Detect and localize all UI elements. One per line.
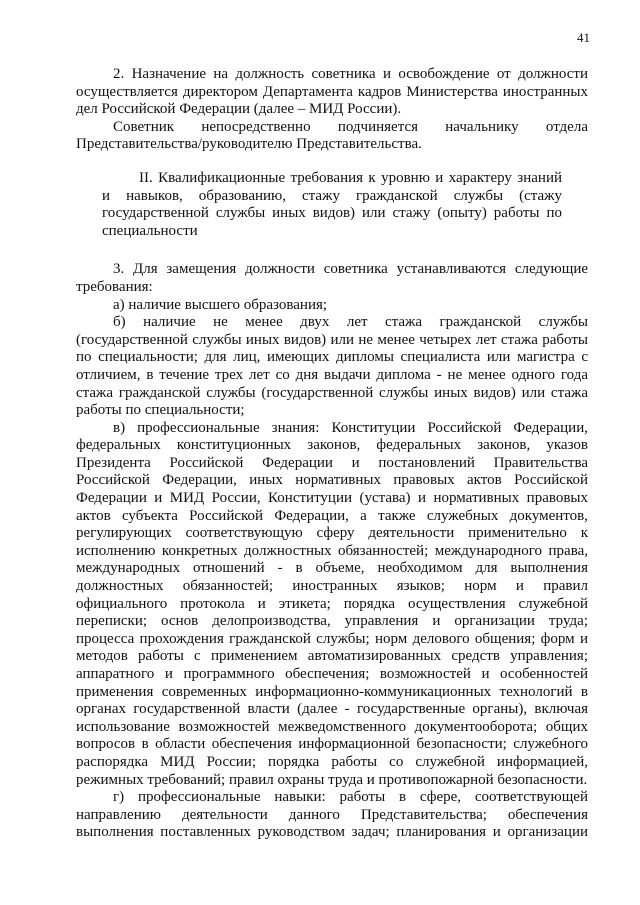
item-g: г) профессиональные навыки: работы в сфере, соответствующей направлению деятельности данного Представительства; обеспечения выполнения поставленных руководством задач; планирования и организации	[76, 789, 588, 841]
paragraph-subordination: Советник непосредственно подчиняется начальнику отдела Представительства/руководителю Представительства.	[76, 118, 588, 153]
document-body	[76, 66, 588, 842]
section-heading: II. Квалификационные требования к уровню и характеру знаний и навыков, образованию, стажу гражданской службы (стажу государственной службы иных видов) или стажу (опыту) работы по специальности	[102, 169, 562, 239]
item-a: а) наличие высшего образования;	[113, 296, 328, 313]
item-b: б) наличие не менее двух лет стажа гражданской службы (государственной службы иных видов) или не менее четырех лет стажа работы по специальности; для лиц, имеющих дипломы специалиста или магистра с отличием, в течение трех лет со дня выдачи диплома - не менее одного года стажа гражданской службы (государственной службы иных видов) или стажа работы по специальности;	[76, 314, 588, 419]
page-number: 41	[577, 30, 590, 45]
item-v: в) профессиональные знания: Конституции Российской Федерации, федеральных конституционных законов, федеральных законов, указов Президента Российской Федерации и постановлений Правительства Российской Федерации, иных нормативных правовых актов Российской Федерации и МИД России, Конституции (устава) и нормативных правовых актов субъекта Российской Федерации, а также служебных документов, регулирующих соответствующую сферу деятельности применительно к исполнению конкретных должностных обязанностей; международного права, международных отношений - в объеме, необходимом для выполнения должностных обязанностей; иностранных языков; норм и правил официального протокола и этикета; порядка осуществления служебной переписки; основ делопроизводства, управления и организации труда; процесса прохождения гражданской службы; норм делового общения; форм и методов работы с применением автоматизированных средств управления; аппаратного и программного обеспечения; возможностей и особенностей применения современных информационно-коммуникационных технологий в органах государственной власти (далее - государственные органы), включая использование возможностей межведомственного документооборота; общих вопросов в области обеспечения информационной безопасности; служебного распорядка МИД России; порядка работы со служебной информацией, режимных требований; правил охраны труда и противопожарной безопасности.	[76, 419, 588, 788]
paragraph-3: 3. Для замещения должности советника устанавливаются следующие требования:	[76, 261, 588, 295]
paragraph-2: 2. Назначение на должность советника и освобождение от должности осуществляется директором Департамента кадров Министерства иностранных дел Российской Федерации (далее – МИД России).	[76, 66, 588, 118]
